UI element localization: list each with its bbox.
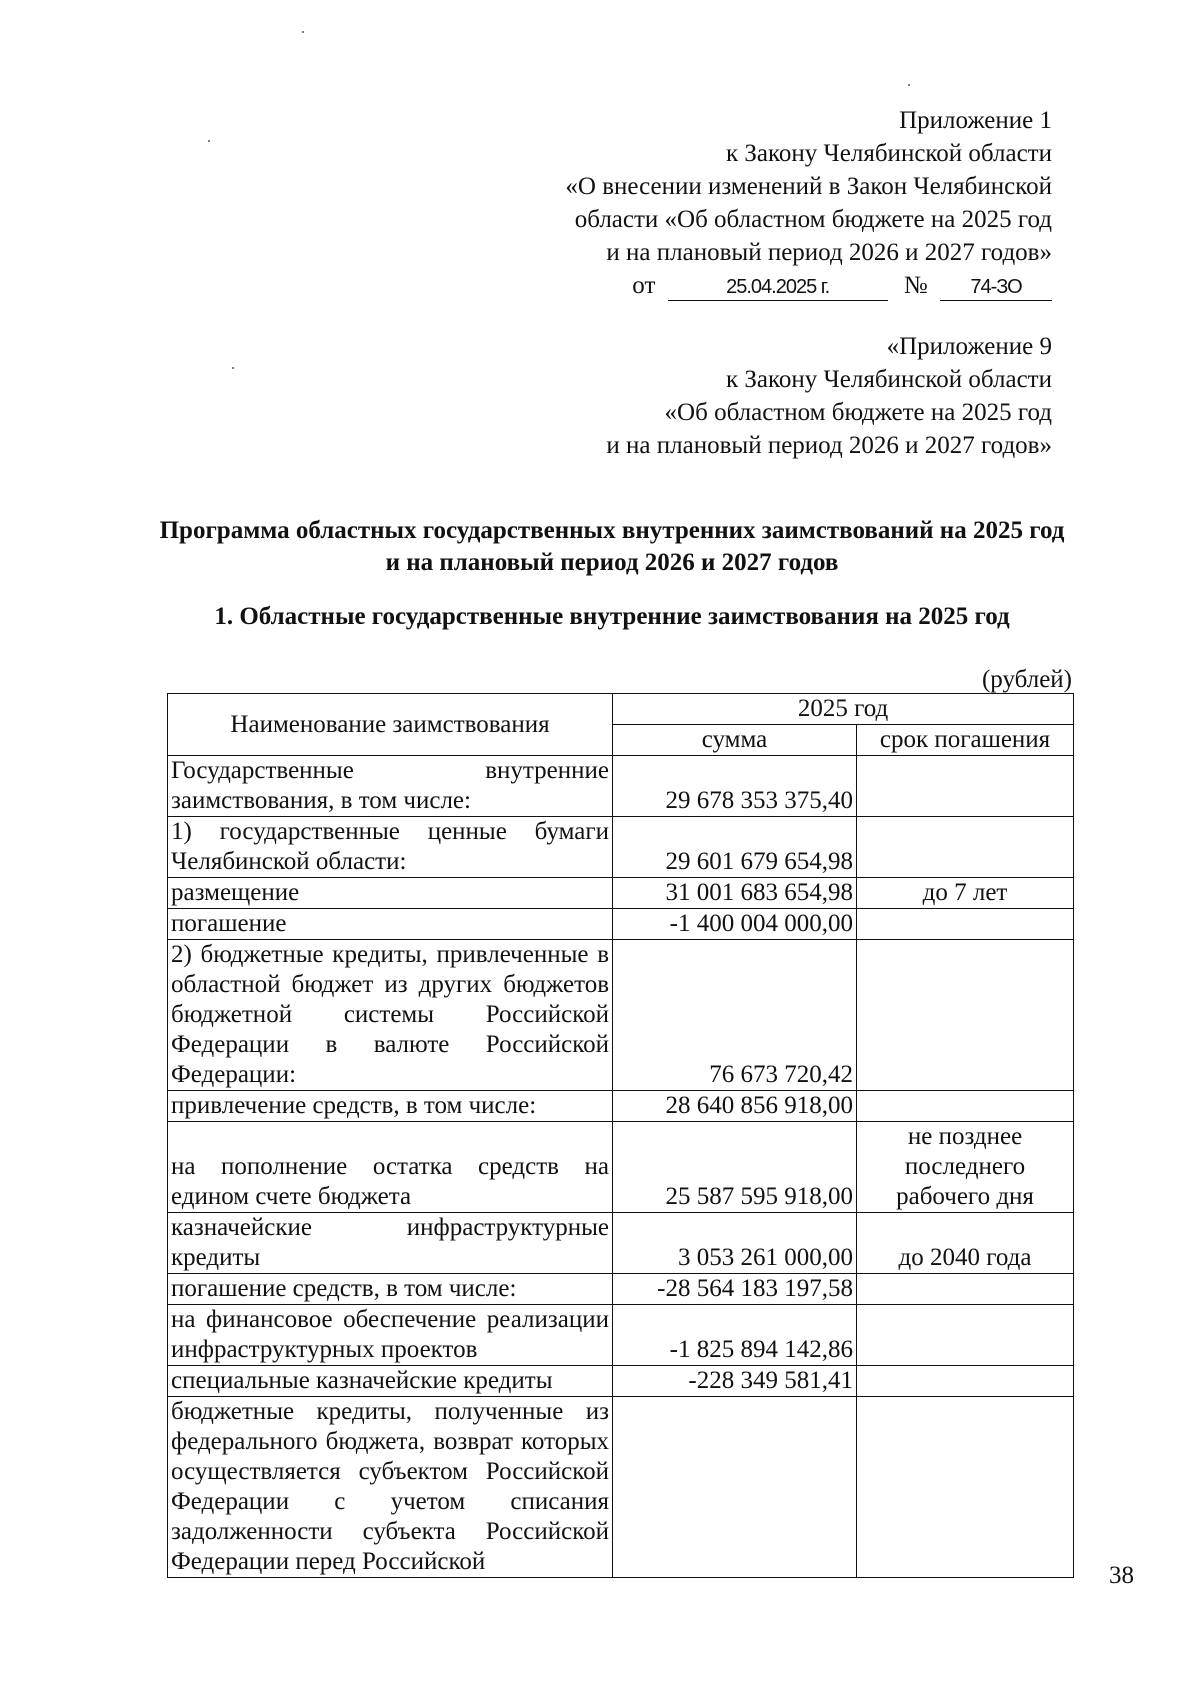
row-term: не позднее последнего рабочего дня bbox=[857, 1122, 1074, 1213]
row-amount: 28 640 856 918,00 bbox=[613, 1091, 857, 1122]
section-heading: 1. Областные государственные внутренние заимствования на 2025 год bbox=[214, 603, 1010, 630]
row-name: на пополнение остатка средств на едином счете бюджета bbox=[168, 1122, 613, 1213]
header-term: срок погашения bbox=[857, 725, 1074, 756]
row-name: специальные казначейские кредиты bbox=[168, 1366, 613, 1397]
law-date: 25.04.2025 г. bbox=[668, 274, 888, 301]
units-label: (рублей) bbox=[981, 666, 1072, 693]
table-row bbox=[168, 878, 1074, 909]
row-term bbox=[857, 756, 1074, 817]
row-term bbox=[857, 909, 1074, 940]
row-name: на финансовое обеспечение реализации инфраструктурных проектов bbox=[168, 1305, 613, 1366]
row-term bbox=[857, 1366, 1074, 1397]
from-label: от bbox=[632, 272, 656, 299]
table-row bbox=[168, 1305, 1074, 1366]
row-term bbox=[857, 1274, 1074, 1305]
table-row bbox=[168, 1091, 1074, 1122]
borrowings-table bbox=[167, 693, 1074, 1578]
appendix-9-line: и на плановый период 2026 и 2027 годов» bbox=[606, 432, 1052, 459]
row-name: погашение средств, в том числе: bbox=[168, 1274, 613, 1305]
row-amount bbox=[613, 1397, 857, 1578]
appendix-1-line: Приложение 1 bbox=[899, 107, 1052, 134]
row-term bbox=[857, 1091, 1074, 1122]
title-line-2: и на плановый период 2026 и 2027 годов bbox=[385, 549, 839, 576]
row-amount: 25 587 595 918,00 bbox=[613, 1122, 857, 1213]
appendix-1-line: области «Об областном бюджете на 2025 год bbox=[574, 206, 1052, 233]
table-row bbox=[168, 1366, 1074, 1397]
row-term bbox=[857, 1305, 1074, 1366]
row-amount: -228 349 581,41 bbox=[613, 1366, 857, 1397]
row-amount: -1 400 004 000,00 bbox=[613, 909, 857, 940]
row-amount: -28 564 183 197,58 bbox=[613, 1274, 857, 1305]
number-label: № bbox=[903, 272, 928, 299]
appendix-9-line: к Закону Челябинской области bbox=[726, 366, 1052, 393]
table-row bbox=[168, 909, 1074, 940]
row-amount: 76 673 720,42 bbox=[613, 940, 857, 1091]
scan-speck bbox=[208, 140, 210, 142]
scan-speck bbox=[302, 31, 304, 33]
appendix-1-line: и на плановый период 2026 и 2027 годов» bbox=[606, 239, 1052, 266]
law-number: 74-ЗО bbox=[940, 274, 1052, 301]
row-name: размещение bbox=[168, 878, 613, 909]
row-amount: 31 001 683 654,98 bbox=[613, 878, 857, 909]
table-row bbox=[168, 817, 1074, 878]
title-line-1: Программа областных государственных внутренних заимствований на 2025 год bbox=[159, 517, 1065, 544]
page-number: 38 bbox=[1109, 1562, 1134, 1589]
row-amount: 3 053 261 000,00 bbox=[613, 1213, 857, 1274]
appendix-1-line: «О внесении изменений в Закон Челябинской bbox=[565, 173, 1052, 200]
appendix-9-line: «Приложение 9 bbox=[886, 333, 1052, 360]
row-name: 1) государственные ценные бумаги Челябинской области: bbox=[168, 817, 613, 878]
header-year: 2025 год bbox=[613, 694, 1074, 725]
table-row bbox=[168, 1397, 1074, 1578]
header-name: Наименование заимствования bbox=[168, 694, 613, 756]
row-name: казначейские инфраструктурные кредиты bbox=[168, 1213, 613, 1274]
row-name: привлечение средств, в том числе: bbox=[168, 1091, 613, 1122]
table-row bbox=[168, 1213, 1074, 1274]
row-name: Государственные внутренние заимствования, в том числе: bbox=[168, 756, 613, 817]
row-term bbox=[857, 940, 1074, 1091]
document-title bbox=[0, 515, 1200, 579]
row-term bbox=[857, 1397, 1074, 1578]
scan-speck bbox=[232, 367, 234, 369]
row-amount: 29 678 353 375,40 bbox=[613, 756, 857, 817]
table-row bbox=[168, 756, 1074, 817]
row-term: до 2040 года bbox=[857, 1213, 1074, 1274]
scan-speck bbox=[908, 84, 910, 86]
appendix-9-line: «Об областном бюджете на 2025 год bbox=[664, 399, 1052, 426]
row-amount: -1 825 894 142,86 bbox=[613, 1305, 857, 1366]
row-name: погашение bbox=[168, 909, 613, 940]
row-name: бюджетные кредиты, полученные из федерального бюджета, возврат которых осуществляется субъектом Российской Федерации с учетом списания задолженности субъекта Российской Федерации перед Российской bbox=[168, 1397, 613, 1578]
appendix-9-header bbox=[606, 330, 1052, 462]
appendix-1-header bbox=[565, 104, 1052, 302]
row-term bbox=[857, 817, 1074, 878]
appendix-1-line: к Закону Челябинской области bbox=[726, 140, 1052, 167]
table-row bbox=[168, 940, 1074, 1091]
law-date-number-line bbox=[565, 269, 1052, 302]
header-amount: сумма bbox=[613, 725, 857, 756]
table-row bbox=[168, 1122, 1074, 1213]
row-term: до 7 лет bbox=[857, 878, 1074, 909]
row-amount: 29 601 679 654,98 bbox=[613, 817, 857, 878]
table-row bbox=[168, 1274, 1074, 1305]
row-name: 2) бюджетные кредиты, привлеченные в областной бюджет из других бюджетов бюджетной системы Российской Федерации в валюте Российской Федерации: bbox=[168, 940, 613, 1091]
